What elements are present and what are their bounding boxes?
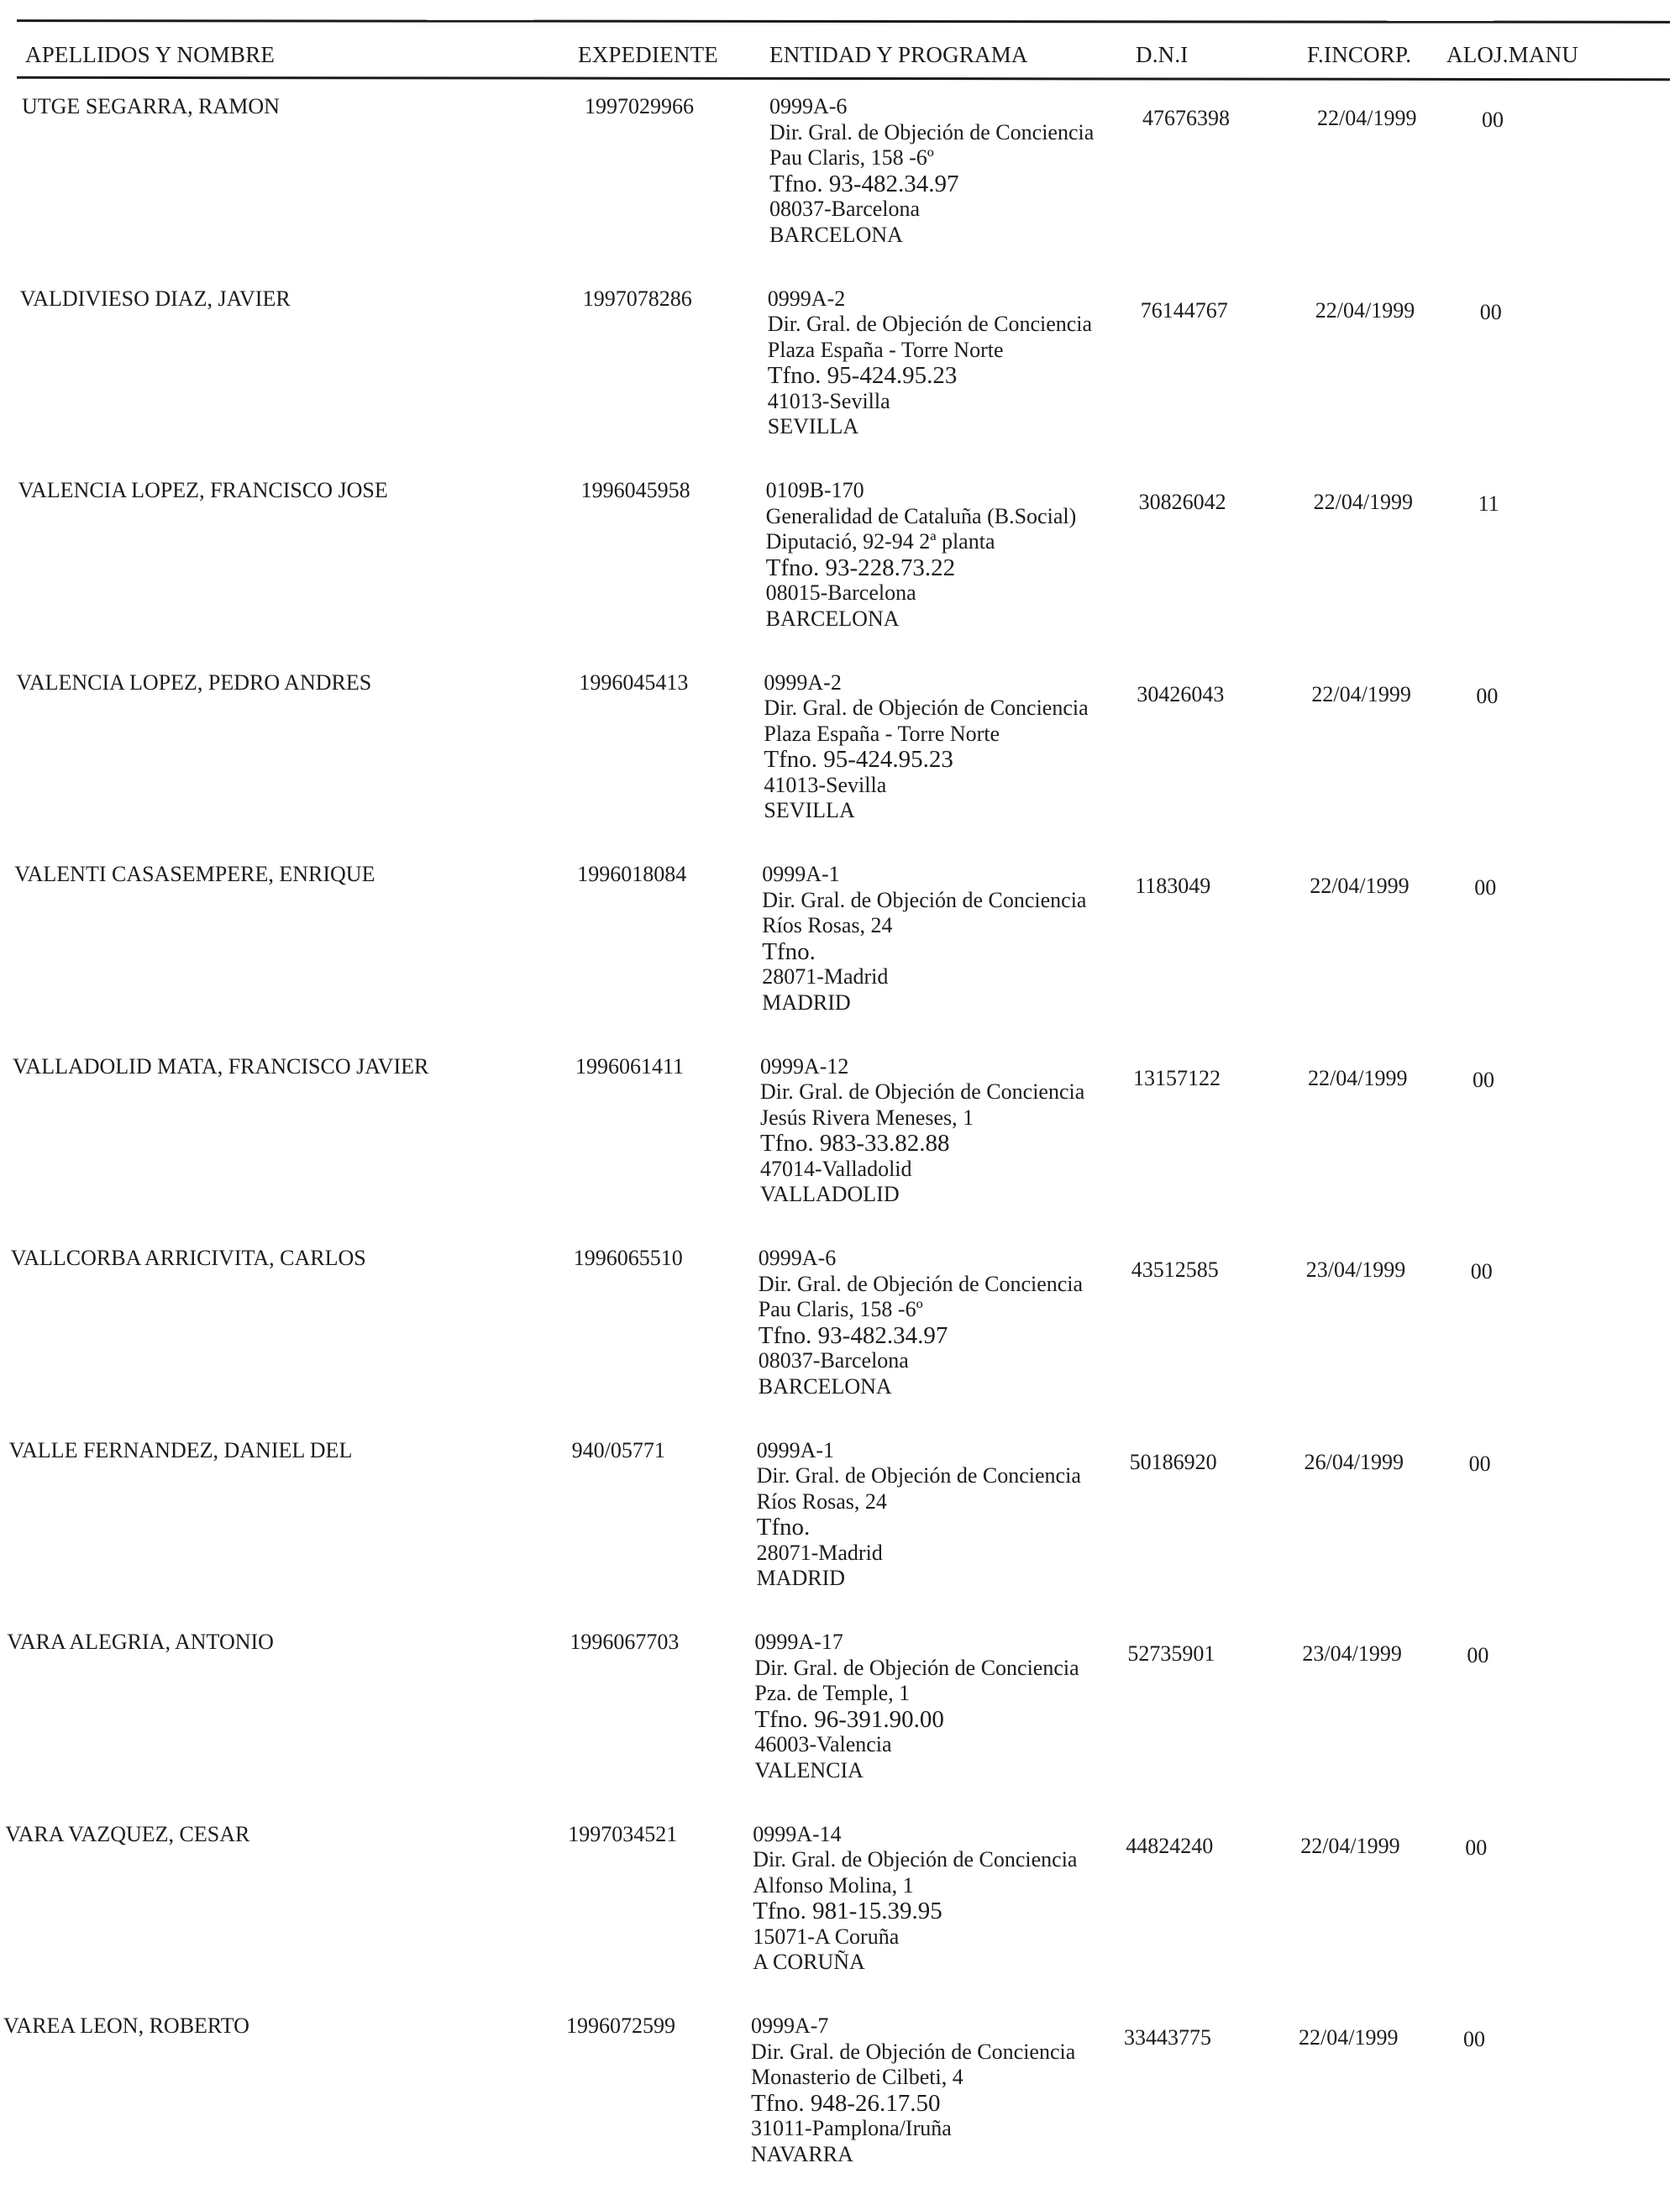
record-name: UTGE SEGARRA, RAMON <box>22 94 280 118</box>
record-entidad <box>751 2013 1075 2167</box>
record-expediente: 1996065510 <box>573 1246 683 1270</box>
entidad-phone: Tfno. <box>756 1514 811 1541</box>
record-name: VALLADOLID MATA, FRANCISCO JAVIER <box>13 1053 429 1079</box>
record-aloj: 00 <box>1468 1451 1491 1476</box>
entidad-province: BARCELONA <box>769 222 903 247</box>
header-entidad: ENTIDAD Y PROGRAMA <box>769 42 1028 67</box>
record-expediente: 1996045413 <box>579 669 689 695</box>
record-dni: 30426043 <box>1137 681 1225 706</box>
entidad-code: 0999A-2 <box>764 669 842 695</box>
entidad-code: 0999A-7 <box>751 2013 829 2038</box>
entidad-province: BARCELONA <box>758 1373 892 1399</box>
entidad-phone: Tfno. 981-15.39.95 <box>753 1898 942 1924</box>
entidad-city: 41013-Sevilla <box>764 772 887 797</box>
entidad-code: 0109B-170 <box>765 478 864 502</box>
entidad-name: Dir. Gral. de Objeción de Conciencia <box>769 119 1095 144</box>
entidad-code: 0999A-6 <box>769 94 848 118</box>
entidad-code: 0999A-1 <box>762 862 840 886</box>
entidad-phone: Tfno. 948-26.17.50 <box>751 2089 941 2117</box>
entidad-code: 0999A-14 <box>753 1821 842 1846</box>
entidad-code: 0999A-17 <box>754 1630 843 1654</box>
entidad-address: Pau Claris, 158 -6º <box>758 1297 923 1321</box>
record-name: VALLE FERNANDEZ, DANIEL DEL <box>8 1437 353 1462</box>
record-dni: 43512585 <box>1131 1257 1219 1282</box>
record-dni: 50186920 <box>1129 1449 1217 1474</box>
record-expediente: 1996067703 <box>570 1630 680 1654</box>
entidad-city: 31011-Pamplona/Iruña <box>751 2116 952 2140</box>
table-row <box>0 670 1674 862</box>
record-name: VALDIVIESO DIAZ, JAVIER <box>19 286 291 311</box>
record-dni: 44824240 <box>1126 1833 1214 1858</box>
record-dni: 47676398 <box>1142 106 1230 130</box>
entidad-phone: Tfno. 96-391.90.00 <box>754 1705 944 1733</box>
entidad-province: BARCELONA <box>765 606 900 631</box>
record-fincorp: 23/04/1999 <box>1302 1641 1402 1666</box>
entidad-phone: Tfno. 95-424.95.23 <box>764 746 953 773</box>
entidad-city: 08037-Barcelona <box>758 1348 909 1373</box>
entidad-city: 41013-Sevilla <box>767 388 890 413</box>
record-aloj: 00 <box>1473 1067 1494 1092</box>
record-entidad <box>753 1822 1077 1976</box>
record-name: VALLCORBA ARRICIVITA, CARLOS <box>10 1246 366 1270</box>
record-expediente: 1996018084 <box>577 862 687 886</box>
record-expediente: 1997078286 <box>582 286 692 311</box>
entidad-name: Generalidad de Cataluña (B.Social) <box>765 503 1077 528</box>
record-fincorp: 22/04/1999 <box>1311 681 1411 706</box>
record-name: VALENCIA LOPEZ, PEDRO ANDRES <box>16 669 372 695</box>
header-fincorp: F.INCORP. <box>1307 42 1412 67</box>
record-entidad <box>762 862 1086 1016</box>
record-entidad <box>768 286 1092 440</box>
entidad-address: Ríos Rosas, 24 <box>762 913 893 937</box>
entidad-address: Jesús Rivera Meneses, 1 <box>760 1105 974 1130</box>
record-aloj: 00 <box>1482 108 1504 132</box>
table-row <box>0 94 1680 286</box>
entidad-name: Dir. Gral. de Objeción de Conciencia <box>751 2039 1076 2064</box>
entidad-city: 47014-Valladolid <box>760 1156 912 1181</box>
record-aloj: 00 <box>1479 299 1502 324</box>
record-entidad <box>759 1246 1083 1399</box>
table-row <box>0 1822 1663 2013</box>
record-fincorp: 22/04/1999 <box>1300 1833 1400 1858</box>
table-row <box>0 478 1677 669</box>
record-aloj: 00 <box>1467 1643 1489 1667</box>
entidad-address: Plaza España - Torre Norte <box>764 721 1000 746</box>
header-aloj: ALOJ.MANU <box>1446 42 1579 67</box>
entidad-name: Dir. Gral. de Objeción de Conciencia <box>762 887 1087 912</box>
entidad-province: MADRID <box>756 1566 846 1590</box>
record-expediente: 1997029966 <box>585 94 694 118</box>
entidad-address: Plaza España - Torre Norte <box>767 337 1004 362</box>
record-entidad <box>764 670 1088 824</box>
record-entidad <box>760 1054 1084 1208</box>
record-expediente: 940/05771 <box>571 1437 665 1462</box>
table-row <box>0 1246 1669 1437</box>
record-fincorp: 22/04/1999 <box>1317 106 1417 130</box>
record-dni: 33443775 <box>1124 2025 1211 2050</box>
table-row <box>0 1054 1671 1246</box>
record-aloj: 00 <box>1474 875 1497 900</box>
entidad-address: Pza. de Temple, 1 <box>754 1681 911 1705</box>
header-name: APELLIDOS Y NOMBRE <box>25 42 276 67</box>
entidad-city: 46003-Valencia <box>754 1732 892 1756</box>
entidad-address: Ríos Rosas, 24 <box>756 1488 887 1514</box>
record-expediente: 1996072599 <box>566 2013 675 2038</box>
entidad-address: Diputació, 92-94 2ª planta <box>765 529 995 554</box>
entidad-code: 0999A-12 <box>760 1053 849 1079</box>
entidad-phone: Tfno. 93-228.73.22 <box>765 554 956 581</box>
entidad-province: SEVILLA <box>767 414 859 438</box>
record-aloj: 11 <box>1478 491 1499 516</box>
entidad-phone: Tfno. 93-482.34.97 <box>769 170 959 197</box>
record-dni: 76144767 <box>1140 297 1228 323</box>
record-dni: 1183049 <box>1135 874 1211 898</box>
header-expediente: EXPEDIENTE <box>578 42 718 67</box>
entidad-province: MADRID <box>762 990 851 1015</box>
entidad-name: Dir. Gral. de Objeción de Conciencia <box>756 1463 1081 1488</box>
record-entidad <box>769 94 1094 248</box>
table-row <box>0 1438 1667 1630</box>
record-fincorp: 22/04/1999 <box>1310 874 1410 898</box>
record-dni: 52735901 <box>1127 1641 1215 1666</box>
entidad-province: VALLADOLID <box>760 1182 900 1206</box>
entidad-city: 08015-Barcelona <box>765 580 916 605</box>
entidad-name: Dir. Gral. de Objeción de Conciencia <box>754 1655 1079 1680</box>
record-fincorp: 22/04/1999 <box>1308 1065 1408 1090</box>
entidad-name: Dir. Gral. de Objeción de Conciencia <box>753 1847 1078 1872</box>
entidad-province: SEVILLA <box>764 798 855 822</box>
table-row <box>0 2013 1662 2205</box>
record-name: VALENCIA LOPEZ, FRANCISCO JOSE <box>18 478 388 502</box>
header-dni: D.N.I <box>1136 42 1189 67</box>
entidad-address: Monasterio de Cilbeti, 4 <box>751 2065 963 2089</box>
record-fincorp: 22/04/1999 <box>1313 490 1414 514</box>
record-fincorp: 26/04/1999 <box>1304 1449 1404 1474</box>
record-aloj: 00 <box>1470 1259 1493 1284</box>
entidad-city: 28071-Madrid <box>756 1540 883 1565</box>
record-dni: 30826042 <box>1138 490 1226 514</box>
entidad-city: 08037-Barcelona <box>769 197 921 221</box>
record-aloj: 00 <box>1463 2027 1485 2051</box>
header-rule <box>17 76 1670 81</box>
record-aloj: 00 <box>1465 1835 1488 1860</box>
entidad-phone: Tfno. 95-424.95.23 <box>767 362 958 389</box>
record-dni: 13157122 <box>1133 1065 1221 1090</box>
entidad-province: VALENCIA <box>754 1757 864 1782</box>
entidad-phone: Tfno. 983-33.82.88 <box>760 1130 950 1157</box>
entidad-code: 0999A-6 <box>758 1246 837 1270</box>
entidad-name: Dir. Gral. de Objeción de Conciencia <box>758 1271 1084 1296</box>
record-expediente: 1996061411 <box>575 1053 685 1079</box>
entidad-name: Dir. Gral. de Objeción de Conciencia <box>760 1079 1085 1104</box>
record-name: VAREA LEON, ROBERTO <box>3 2013 249 2038</box>
entidad-city: 28071-Madrid <box>762 964 889 989</box>
entidad-code: 0999A-1 <box>756 1437 835 1462</box>
entidad-name: Dir. Gral. de Objeción de Conciencia <box>764 696 1089 720</box>
record-entidad <box>757 1438 1081 1592</box>
entidad-city: 15071-A Coruña <box>753 1924 900 1949</box>
top-rule <box>17 19 1670 24</box>
record-fincorp: 23/04/1999 <box>1305 1257 1406 1282</box>
record-name: VARA VAZQUEZ, CESAR <box>5 1821 250 1846</box>
record-expediente: 1997034521 <box>568 1821 678 1846</box>
record-expediente: 1996045958 <box>580 478 690 502</box>
entidad-phone: Tfno. <box>762 937 816 965</box>
record-fincorp: 22/04/1999 <box>1315 297 1415 323</box>
entidad-phone: Tfno. 93-482.34.97 <box>758 1321 948 1349</box>
record-entidad <box>754 1630 1079 1783</box>
entidad-address: Alfonso Molina, 1 <box>753 1872 914 1898</box>
entidad-province: A CORUÑA <box>753 1950 865 1974</box>
table-row <box>0 286 1678 478</box>
entidad-name: Dir. Gral. de Objeción de Conciencia <box>767 312 1093 336</box>
entidad-province: NAVARRA <box>751 2141 853 2166</box>
table-row <box>0 1630 1665 1821</box>
record-entidad <box>766 478 1077 632</box>
record-fincorp: 22/04/1999 <box>1299 2025 1399 2050</box>
record-name: VALENTI CASASEMPERE, ENRIQUE <box>14 862 375 886</box>
entidad-code: 0999A-2 <box>767 286 846 311</box>
entidad-address: Pau Claris, 158 -6º <box>769 145 934 170</box>
table-row <box>0 862 1672 1053</box>
record-aloj: 00 <box>1476 683 1499 708</box>
record-name: VARA ALEGRIA, ANTONIO <box>7 1630 274 1654</box>
